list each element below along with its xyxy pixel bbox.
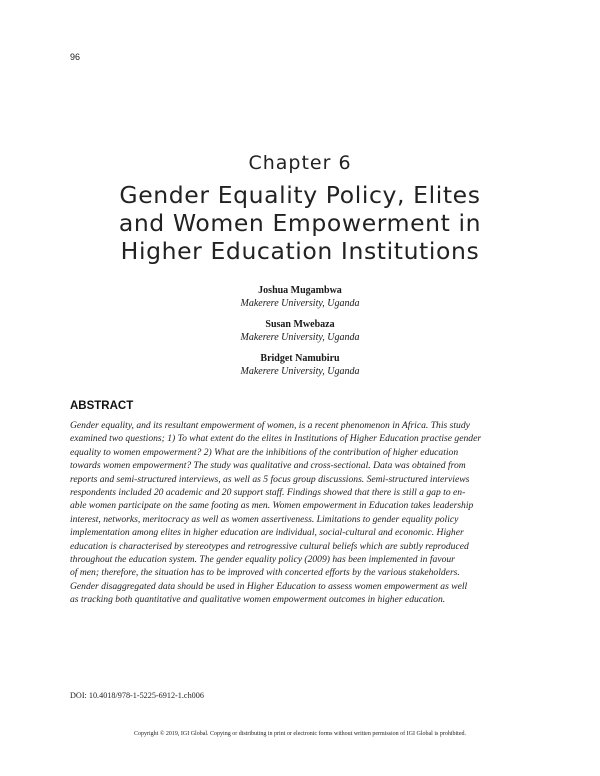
abstract-line: throughout the education system. The gender equality policy (2009) has been implemented in favour: [70, 554, 455, 566]
abstract-line: able women participate on the same footing as men. Women empowerment in Education takes leadership: [70, 500, 474, 512]
abstract-line: towards women empowerment? The study was qualitative and cross-sectional. Data was obtained from: [70, 460, 466, 472]
copyright-notice: Copyright © 2019, IGI Global. Copying or distributing in print or electronic forms without written permission of IGI Global is prohibited.: [133, 731, 466, 737]
abstract-line: as tracking both quantitative and qualitative women empowerment outcomes in higher education.: [70, 594, 446, 606]
abstract-line: Gender equality, and its resultant empowerment of women, is a recent phenomenon in Africa. This study: [70, 420, 470, 431]
abstract-line: equality to women empowerment? 2) What are the inhibitions of the contribution of higher education: [70, 446, 459, 458]
abstract-line: respondents included 20 academic and 20 support staff. Findings showed that there is still a gap to en-: [70, 487, 466, 499]
abstract-line: education is characterised by stereotypes and retrogressive cultural beliefs which are subtly reproduced: [70, 540, 469, 552]
page-number: 96: [70, 52, 81, 62]
abstract-line: reports and semi-structured interviews, as well as 5 focus group discussions. Semi-structured interviews: [70, 473, 470, 485]
author-affiliation: Makerere University, Uganda: [240, 332, 360, 343]
author-name: Susan Mwebaza: [265, 319, 335, 330]
chapter-title: [60, 181, 540, 265]
author-block: [0, 285, 600, 319]
author-block: [0, 319, 600, 353]
abstract-line: implementation among elites in higher education are individual, social-cultural and economic. Higher: [70, 527, 464, 539]
title-line: and Women Empowerment in: [118, 209, 482, 237]
abstract-body: [70, 419, 532, 607]
abstract-line: examined two questions; 1) To what extent do the elites in Institutions of Higher Education practise gender: [70, 433, 482, 445]
abstract-heading: ABSTRACT: [70, 400, 134, 412]
author-affiliation: Makerere University, Uganda: [240, 366, 360, 377]
abstract-line: interest, networks, meritocracy as well as women assertiveness. Limitations to gender equality policy: [70, 513, 459, 525]
author-name: Joshua Mugambwa: [258, 285, 342, 296]
abstract-line: Gender disaggregated data should be used in Higher Education to assess women empowerment as well: [70, 580, 468, 592]
author-block: [0, 353, 600, 387]
abstract-line: of men; therefore, the situation has to be improved with concerted efforts by the various stakeholders.: [70, 567, 460, 579]
author-affiliation: Makerere University, Uganda: [240, 298, 360, 309]
title-line: Higher Education Institutions: [120, 237, 480, 265]
doi-text: DOI: 10.4018/978-1-5225-6912-1.ch006: [70, 691, 204, 700]
author-list: [0, 285, 600, 387]
title-line: Gender Equality Policy, Elites: [119, 181, 481, 209]
chapter-label: Chapter 6: [248, 152, 352, 174]
author-name: Bridget Namubiru: [260, 353, 340, 364]
